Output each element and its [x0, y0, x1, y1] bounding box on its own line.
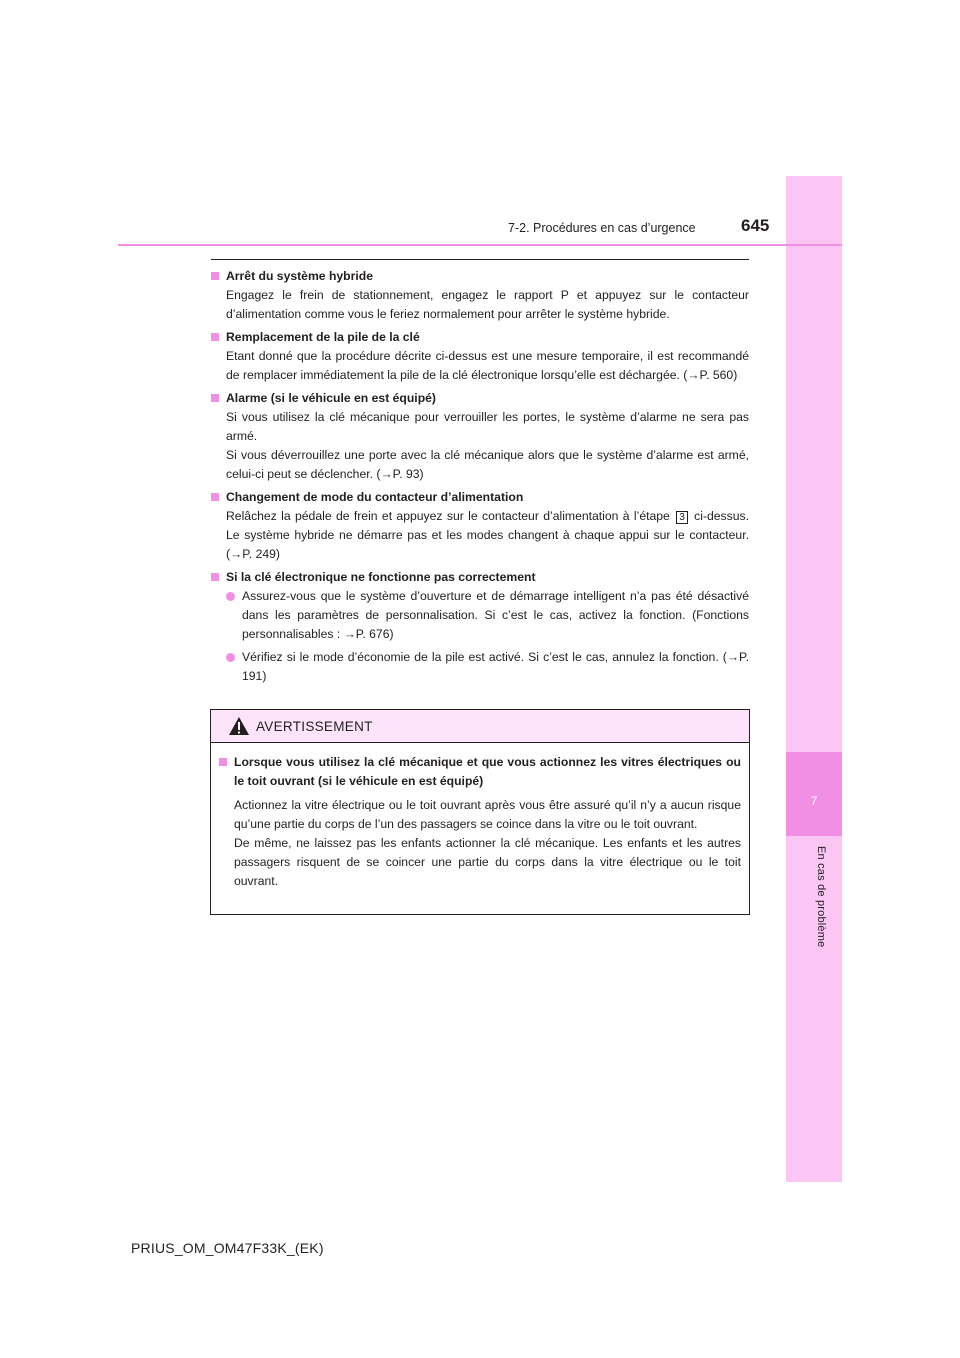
- step-number-box: 3: [676, 511, 688, 524]
- section-title: Si la clé électronique ne fonctionne pas correctement: [226, 570, 536, 584]
- section-body: Etant donné que la procédure décrite ci-dessus est une mesure temporaire, il est recommandé de remplacer immédiatement la pile de la clé électronique lorsqu’elle est déchargée. (→P. 560): [226, 349, 749, 382]
- square-bullet-icon: [219, 758, 227, 766]
- section-body: Relâchez la pédale de frein et appuyez sur le contacteur d’alimentation à l’étape 3 ci-dessus. Le système hybride ne démarre pas et les modes changent à chaque appui sur le contacteur. (→P. 249): [226, 509, 749, 561]
- section-title: Remplacement de la pile de la clé: [226, 330, 420, 344]
- warning-box: [210, 709, 750, 915]
- page-number: 645: [741, 216, 770, 235]
- warning-content: [211, 743, 749, 891]
- section-title: Arrêt du système hybride: [226, 269, 373, 283]
- round-bullet-icon: [226, 653, 235, 662]
- list-item: Vérifiez si le mode d’économie de la pile est activé. Si c’est le cas, annulez la fonction. (→P. 191): [226, 648, 749, 686]
- warning-triangle-icon: [228, 716, 250, 736]
- warning-item-title: Lorsque vous utilisez la clé mécanique et que vous actionnez les vitres électriques ou le toit ouvrant (si le véhicule en est équipé): [234, 755, 741, 788]
- square-bullet-icon: [211, 272, 219, 280]
- square-bullet-icon: [211, 573, 219, 581]
- section-title: Changement de mode du contacteur d’alimentation: [226, 490, 524, 504]
- list-item: Assurez-vous que le système d’ouverture et de démarrage intelligent n’a pas été désactivé dans les paramètres de personnalisation. Si c’est le cas, activez la fonction. (Fonctions personnalisables : →P. 676): [226, 587, 749, 644]
- footer-document-code: PRIUS_OM_OM47F33K_(EK): [131, 1240, 324, 1256]
- chapter-number: 7: [810, 794, 818, 808]
- warning-body: Actionnez la vitre électrique ou le toit ouvrant après vous être assuré qu’il n’y a aucun risque qu’une partie du corps de l’un des passagers se coince dans la vitre ou le toit ouvrant.: [234, 798, 741, 831]
- section-alarm: [211, 389, 749, 484]
- section-title: Alarme (si le véhicule en est équipé): [226, 391, 436, 405]
- warning-body: De même, ne laissez pas les enfants actionner la clé mécanique. Les enfants et les autres passagers risquent de se coincer une partie du corps dans la vitre électrique ou le toit ouvrant.: [234, 836, 741, 888]
- section-body: Engagez le frein de stationnement, engagez le rapport P et appuyez sur le contacteur d’alimentation comme vous le feriez normalement pour arrêter le système hybride.: [226, 288, 749, 321]
- chapter-name: En cas de problème: [815, 846, 827, 948]
- section-body: Si vous utilisez la clé mécanique pour verrouiller les portes, le système d’alarme ne sera pas armé.: [226, 410, 749, 443]
- warning-title: AVERTISSEMENT: [256, 718, 373, 734]
- square-bullet-icon: [211, 394, 219, 402]
- section-body: Si vous déverrouillez une porte avec la clé mécanique alors que le système d’alarme est armé, celui-ci peut se déclencher. (→P. 93): [226, 448, 749, 481]
- chapter-side-tab: [786, 176, 842, 1182]
- round-bullet-icon: [226, 592, 235, 601]
- square-bullet-icon: [211, 493, 219, 501]
- header-rule: [118, 244, 842, 246]
- section-power-mode: [211, 488, 749, 564]
- content-top-rule: [211, 259, 749, 260]
- section-key-battery: [211, 328, 749, 385]
- header-section-title: 7-2. Procédures en cas d’urgence: [508, 221, 696, 235]
- section-hybrid-stop: [211, 267, 749, 324]
- warning-header: [211, 710, 749, 743]
- section-key-malfunction: [211, 568, 749, 686]
- square-bullet-icon: [211, 333, 219, 341]
- main-content: [211, 267, 749, 690]
